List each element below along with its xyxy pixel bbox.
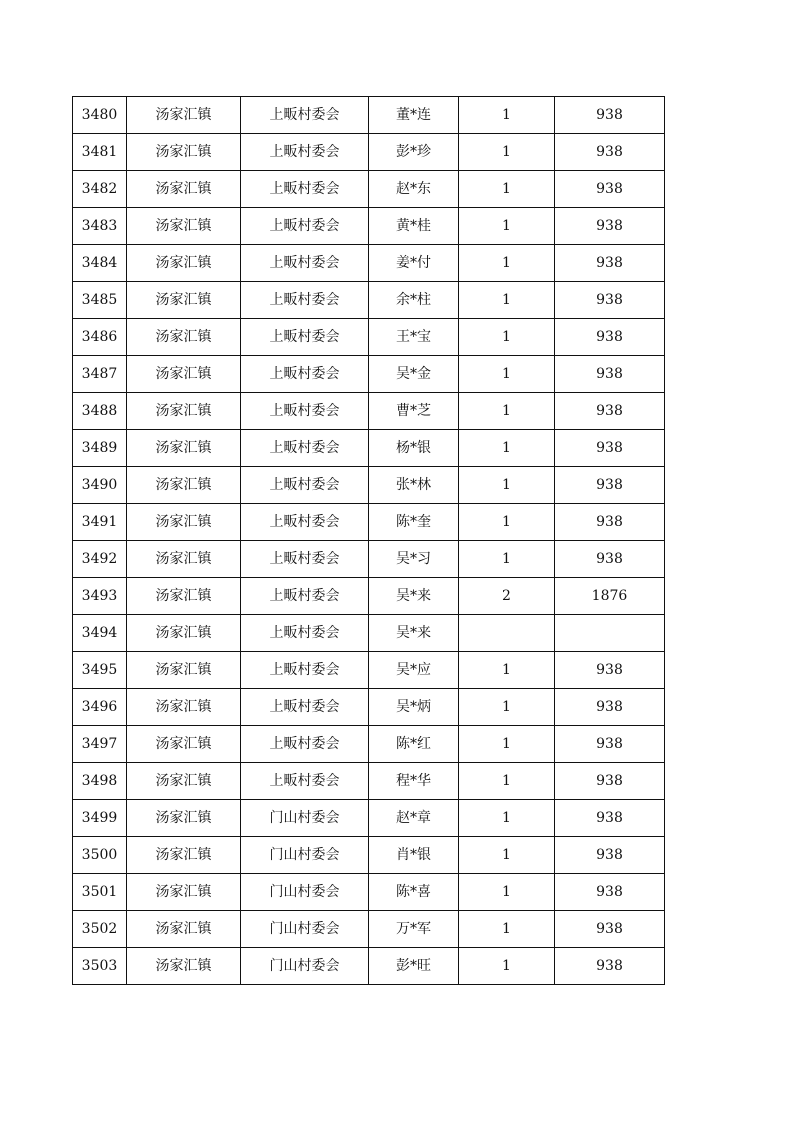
- amount-cell: 938: [555, 467, 665, 504]
- village-committee-cell: 上畈村委会: [241, 578, 369, 615]
- person-count-cell: 1: [459, 874, 555, 911]
- town-cell: 汤家汇镇: [127, 578, 241, 615]
- person-count-cell: 1: [459, 763, 555, 800]
- sequence-number-cell: 3488: [73, 393, 127, 430]
- person-count-cell: 1: [459, 171, 555, 208]
- amount-cell: 938: [555, 726, 665, 763]
- village-committee-cell: 上畈村委会: [241, 726, 369, 763]
- village-committee-cell: 上畈村委会: [241, 652, 369, 689]
- table-row: [73, 541, 665, 578]
- village-committee-cell: 上畈村委会: [241, 393, 369, 430]
- sequence-number-cell: 3500: [73, 837, 127, 874]
- village-committee-cell: 上畈村委会: [241, 134, 369, 171]
- person-count-cell: 1: [459, 504, 555, 541]
- table-row: [73, 97, 665, 134]
- amount-cell: 938: [555, 948, 665, 985]
- sequence-number-cell: 3490: [73, 467, 127, 504]
- person-count-cell: 1: [459, 541, 555, 578]
- sequence-number-cell: 3494: [73, 615, 127, 652]
- sequence-number-cell: 3492: [73, 541, 127, 578]
- amount-cell: [555, 615, 665, 652]
- town-cell: 汤家汇镇: [127, 541, 241, 578]
- town-cell: 汤家汇镇: [127, 467, 241, 504]
- table-row: [73, 171, 665, 208]
- person-name-cell: 万*军: [369, 911, 459, 948]
- person-count-cell: 1: [459, 837, 555, 874]
- town-cell: 汤家汇镇: [127, 134, 241, 171]
- person-name-cell: 吴*金: [369, 356, 459, 393]
- amount-cell: 938: [555, 911, 665, 948]
- sequence-number-cell: 3491: [73, 504, 127, 541]
- village-committee-cell: 上畈村委会: [241, 689, 369, 726]
- town-cell: 汤家汇镇: [127, 800, 241, 837]
- sequence-number-cell: 3499: [73, 800, 127, 837]
- amount-cell: 938: [555, 356, 665, 393]
- person-name-cell: 彭*珍: [369, 134, 459, 171]
- town-cell: 汤家汇镇: [127, 615, 241, 652]
- village-committee-cell: 上畈村委会: [241, 208, 369, 245]
- person-count-cell: 1: [459, 245, 555, 282]
- table-row: [73, 615, 665, 652]
- person-count-cell: 1: [459, 282, 555, 319]
- person-name-cell: 吴*来: [369, 615, 459, 652]
- person-name-cell: 曹*芝: [369, 393, 459, 430]
- roster-table: [72, 96, 665, 985]
- table-row: [73, 911, 665, 948]
- roster-table-body: [73, 97, 665, 985]
- amount-cell: 938: [555, 800, 665, 837]
- town-cell: 汤家汇镇: [127, 393, 241, 430]
- amount-cell: 938: [555, 837, 665, 874]
- person-name-cell: 吴*习: [369, 541, 459, 578]
- town-cell: 汤家汇镇: [127, 171, 241, 208]
- town-cell: 汤家汇镇: [127, 356, 241, 393]
- amount-cell: 938: [555, 319, 665, 356]
- person-name-cell: 张*林: [369, 467, 459, 504]
- village-committee-cell: 上畈村委会: [241, 97, 369, 134]
- sequence-number-cell: 3501: [73, 874, 127, 911]
- amount-cell: 938: [555, 208, 665, 245]
- amount-cell: 938: [555, 689, 665, 726]
- amount-cell: 938: [555, 97, 665, 134]
- person-name-cell: 董*连: [369, 97, 459, 134]
- person-count-cell: 1: [459, 97, 555, 134]
- town-cell: 汤家汇镇: [127, 874, 241, 911]
- table-row: [73, 689, 665, 726]
- town-cell: 汤家汇镇: [127, 689, 241, 726]
- town-cell: 汤家汇镇: [127, 282, 241, 319]
- person-count-cell: 1: [459, 393, 555, 430]
- table-row: [73, 874, 665, 911]
- amount-cell: 938: [555, 282, 665, 319]
- amount-cell: 1876: [555, 578, 665, 615]
- person-name-cell: 彭*旺: [369, 948, 459, 985]
- village-committee-cell: 上畈村委会: [241, 430, 369, 467]
- sequence-number-cell: 3498: [73, 763, 127, 800]
- town-cell: 汤家汇镇: [127, 245, 241, 282]
- sequence-number-cell: 3497: [73, 726, 127, 763]
- person-count-cell: 1: [459, 430, 555, 467]
- person-name-cell: 肖*银: [369, 837, 459, 874]
- person-count-cell: 1: [459, 911, 555, 948]
- sequence-number-cell: 3485: [73, 282, 127, 319]
- village-committee-cell: 门山村委会: [241, 800, 369, 837]
- table-row: [73, 726, 665, 763]
- amount-cell: 938: [555, 245, 665, 282]
- village-committee-cell: 上畈村委会: [241, 763, 369, 800]
- amount-cell: 938: [555, 430, 665, 467]
- amount-cell: 938: [555, 874, 665, 911]
- person-name-cell: 吴*应: [369, 652, 459, 689]
- village-committee-cell: 上畈村委会: [241, 467, 369, 504]
- person-name-cell: 赵*章: [369, 800, 459, 837]
- sequence-number-cell: 3486: [73, 319, 127, 356]
- village-committee-cell: 上畈村委会: [241, 541, 369, 578]
- person-count-cell: 1: [459, 726, 555, 763]
- person-count-cell: [459, 615, 555, 652]
- person-name-cell: 吴*炳: [369, 689, 459, 726]
- town-cell: 汤家汇镇: [127, 430, 241, 467]
- sequence-number-cell: 3481: [73, 134, 127, 171]
- village-committee-cell: 门山村委会: [241, 874, 369, 911]
- person-count-cell: 1: [459, 948, 555, 985]
- table-row: [73, 800, 665, 837]
- village-committee-cell: 门山村委会: [241, 948, 369, 985]
- sequence-number-cell: 3482: [73, 171, 127, 208]
- village-committee-cell: 上畈村委会: [241, 615, 369, 652]
- table-row: [73, 282, 665, 319]
- person-count-cell: 1: [459, 319, 555, 356]
- town-cell: 汤家汇镇: [127, 504, 241, 541]
- person-count-cell: 1: [459, 689, 555, 726]
- village-committee-cell: 门山村委会: [241, 837, 369, 874]
- sequence-number-cell: 3483: [73, 208, 127, 245]
- town-cell: 汤家汇镇: [127, 837, 241, 874]
- table-row: [73, 504, 665, 541]
- town-cell: 汤家汇镇: [127, 208, 241, 245]
- town-cell: 汤家汇镇: [127, 652, 241, 689]
- village-committee-cell: 上畈村委会: [241, 171, 369, 208]
- person-name-cell: 陈*喜: [369, 874, 459, 911]
- sequence-number-cell: 3502: [73, 911, 127, 948]
- table-row: [73, 134, 665, 171]
- town-cell: 汤家汇镇: [127, 763, 241, 800]
- person-name-cell: 姜*付: [369, 245, 459, 282]
- town-cell: 汤家汇镇: [127, 97, 241, 134]
- amount-cell: 938: [555, 652, 665, 689]
- amount-cell: 938: [555, 541, 665, 578]
- table-row: [73, 652, 665, 689]
- table-row: [73, 948, 665, 985]
- person-count-cell: 1: [459, 134, 555, 171]
- amount-cell: 938: [555, 504, 665, 541]
- sequence-number-cell: 3493: [73, 578, 127, 615]
- person-name-cell: 吴*来: [369, 578, 459, 615]
- person-name-cell: 程*华: [369, 763, 459, 800]
- person-count-cell: 1: [459, 652, 555, 689]
- person-name-cell: 王*宝: [369, 319, 459, 356]
- table-row: [73, 763, 665, 800]
- person-count-cell: 2: [459, 578, 555, 615]
- town-cell: 汤家汇镇: [127, 911, 241, 948]
- person-count-cell: 1: [459, 356, 555, 393]
- town-cell: 汤家汇镇: [127, 948, 241, 985]
- amount-cell: 938: [555, 763, 665, 800]
- table-row: [73, 208, 665, 245]
- person-count-cell: 1: [459, 208, 555, 245]
- village-committee-cell: 上畈村委会: [241, 245, 369, 282]
- table-row: [73, 467, 665, 504]
- sequence-number-cell: 3489: [73, 430, 127, 467]
- amount-cell: 938: [555, 171, 665, 208]
- person-name-cell: 杨*银: [369, 430, 459, 467]
- sequence-number-cell: 3484: [73, 245, 127, 282]
- sequence-number-cell: 3480: [73, 97, 127, 134]
- person-name-cell: 余*柱: [369, 282, 459, 319]
- village-committee-cell: 上畈村委会: [241, 282, 369, 319]
- village-committee-cell: 门山村委会: [241, 911, 369, 948]
- table-row: [73, 837, 665, 874]
- sequence-number-cell: 3495: [73, 652, 127, 689]
- village-committee-cell: 上畈村委会: [241, 356, 369, 393]
- table-row: [73, 356, 665, 393]
- amount-cell: 938: [555, 134, 665, 171]
- person-name-cell: 陈*红: [369, 726, 459, 763]
- table-row: [73, 578, 665, 615]
- person-count-cell: 1: [459, 800, 555, 837]
- table-row: [73, 245, 665, 282]
- person-name-cell: 黄*桂: [369, 208, 459, 245]
- table-row: [73, 393, 665, 430]
- sequence-number-cell: 3496: [73, 689, 127, 726]
- table-row: [73, 319, 665, 356]
- village-committee-cell: 上畈村委会: [241, 319, 369, 356]
- village-committee-cell: 上畈村委会: [241, 504, 369, 541]
- person-name-cell: 陈*奎: [369, 504, 459, 541]
- person-count-cell: 1: [459, 467, 555, 504]
- sequence-number-cell: 3503: [73, 948, 127, 985]
- table-row: [73, 430, 665, 467]
- sequence-number-cell: 3487: [73, 356, 127, 393]
- amount-cell: 938: [555, 393, 665, 430]
- town-cell: 汤家汇镇: [127, 726, 241, 763]
- town-cell: 汤家汇镇: [127, 319, 241, 356]
- person-name-cell: 赵*东: [369, 171, 459, 208]
